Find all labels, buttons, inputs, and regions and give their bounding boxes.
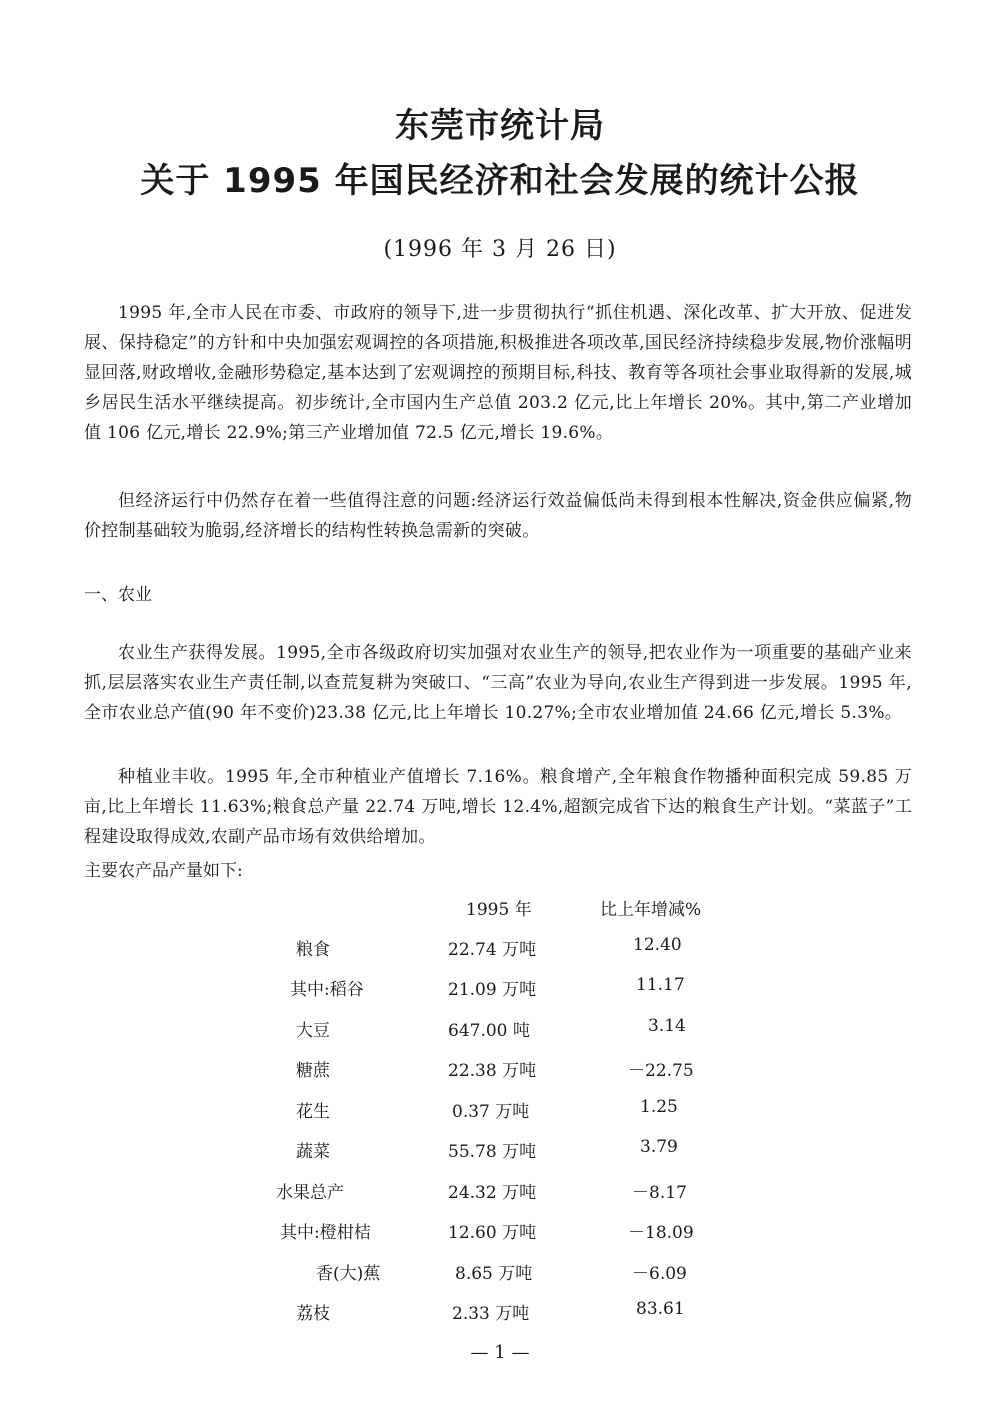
table-row (0, 1218, 1000, 1258)
intro-paragraph-1: 1995 年,全市人民在市委、市政府的领导下,进一步贯彻执行“抓住机遇、深化改革、扩大开放、促进发展、保持稳定”的方针和中央加强宏观调控的各项措施,积极推进各项改革,国民经济持续稳步发展,物价涨幅明显回落,财政增收,金融形势稳定,基本达到了宏观调控的预期目标,科技、教育等各项社会事业取得新的发展,城乡居民生活水平继续提高。初步统计,全市国内生产总值 203.2 亿元,比上年增长 20%。其中,第二产业增加值 106 亿元,增长 22.9%;第三产业增加值 72.5 亿元,增长 19.6%。 (84, 303, 912, 443)
row-name: 花生 (296, 1102, 330, 1122)
row-name: 其中:稻谷 (290, 980, 364, 1000)
row-value: 22.74 万吨 (448, 940, 537, 960)
row-name: 香(大)蕉 (316, 1264, 381, 1284)
row-name: 糖蔗 (296, 1061, 330, 1081)
row-value: 24.32 万吨 (448, 1183, 537, 1203)
row-value: 2.33 万吨 (452, 1304, 530, 1324)
page-number: — 1 — (470, 1342, 530, 1363)
report-title-line2: 关于 1995 年国民经济和社会发展的统计公报 (140, 161, 860, 201)
row-value: 647.00 吨 (448, 1021, 530, 1041)
row-change: －18.09 (628, 1223, 694, 1243)
table-row (0, 1299, 1000, 1339)
row-change: 3.14 (648, 1016, 686, 1036)
row-value: 8.65 万吨 (455, 1264, 533, 1284)
agriculture-paragraph-1: 农业生产获得发展。1995,全市各级政府切实加强对农业生产的领导,把农业作为一项重要的基础产业来抓,层层落实农业生产责任制,以查荒复耕为突破口、“三高”农业为导向,农业生产得到进一步发展。1995 年,全市农业总产值(90 年不变价)23.38 亿元,比上年增长 10.27%;全市农业增加值 24.66 亿元,增长 5.3%。 (84, 643, 912, 723)
row-value: 55.78 万吨 (448, 1142, 537, 1162)
report-date: (1996 年 3 月 26 日) (383, 237, 617, 262)
table-row (0, 935, 1000, 975)
row-name: 大豆 (296, 1021, 330, 1041)
table-header (0, 895, 1000, 925)
column-header-year: 1995 年 (466, 900, 532, 920)
agriculture-paragraph-2: 种植业丰收。1995 年,全市种植业产值增长 7.16%。粮食增产,全年粮食作物播种面积完成 59.85 万亩,比上年增长 11.63%;粮食总产量 22.74 万吨,增长 12.4%,超额完成省下达的粮食生产计划。“菜蓝子”工程建设取得成效,农副产品市场有效供给增加。 (84, 767, 912, 847)
row-change: －22.75 (628, 1061, 694, 1081)
row-name: 水果总产 (276, 1183, 344, 1203)
table-row (0, 1259, 1000, 1299)
row-name: 其中:橙柑桔 (280, 1223, 371, 1243)
row-change: 83.61 (636, 1299, 685, 1319)
table-row (0, 1137, 1000, 1177)
table-row (0, 1178, 1000, 1218)
column-header-change: 比上年增减% (600, 900, 702, 920)
row-change: 1.25 (640, 1097, 678, 1117)
row-name: 粮食 (296, 940, 330, 960)
row-change: －6.09 (632, 1264, 687, 1284)
table-intro: 主要农产品产量如下: (84, 861, 243, 881)
table-row (0, 1097, 1000, 1137)
row-name: 荔枝 (296, 1304, 330, 1324)
table-row (0, 1056, 1000, 1096)
section-heading-agriculture: 一、农业 (84, 585, 152, 605)
row-value: 21.09 万吨 (448, 980, 537, 1000)
row-value: 0.37 万吨 (452, 1102, 530, 1122)
row-value: 12.60 万吨 (448, 1223, 537, 1243)
row-change: －8.17 (632, 1183, 687, 1203)
table-row (0, 1016, 1000, 1056)
row-change: 3.79 (640, 1137, 678, 1157)
report-title-line1: 东莞市统计局 (395, 106, 605, 146)
intro-paragraph-2: 但经济运行中仍然存在着一些值得注意的问题:经济运行效益偏低尚未得到根本性解决,资金供应偏紧,物价控制基础较为脆弱,经济增长的结构性转换急需新的突破。 (84, 491, 912, 541)
row-change: 12.40 (633, 935, 682, 955)
row-value: 22.38 万吨 (448, 1061, 537, 1081)
row-name: 蔬菜 (296, 1142, 330, 1162)
row-change: 11.17 (636, 975, 685, 995)
production-table (0, 935, 1000, 1335)
table-row (0, 975, 1000, 1015)
